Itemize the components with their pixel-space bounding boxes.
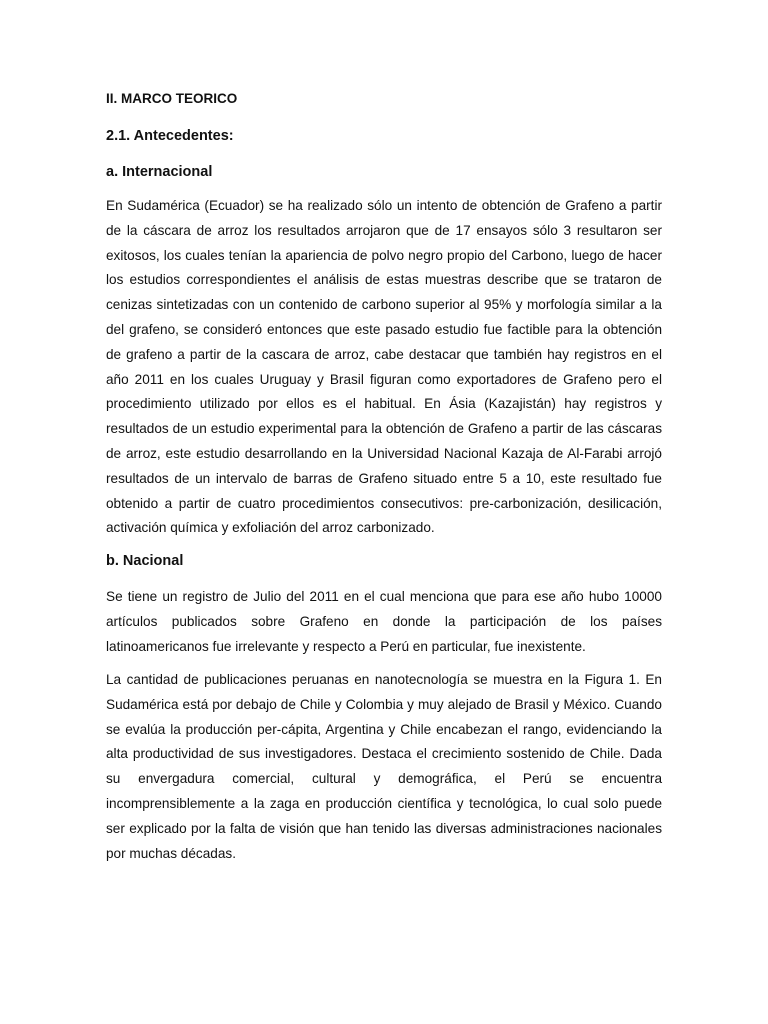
internacional-paragraph: En Sudamérica (Ecuador) se ha realizado sólo un intento de obtención de Grafeno a partir de la cáscara de arroz los resultados arrojaron que de 17 ensayos sólo 3 resultaron ser exitosos, los cuales tenían la apariencia de polvo negro propio del Carbono, luego de hacer los estudios correspondientes el análisis de estas muestras describe que se trataron de cenizas sintetizadas con un contenido de carbono superior al 95% y morfología similar a la del grafeno, se consideró entonces que este pasado estudio fue factible para la obtención de grafeno a partir de la cascara de arroz, cabe destacar que también hay registros en el año 2011 en los cuales Uruguay y Brasil figuran como exportadores de Grafeno pero el procedimiento utilizado por ellos es el habitual. En Ásia (Kazajistán) hay registros y resultados de un estudio experimental para la obtención de Grafeno a partir de las cáscaras de arroz, este estudio desarrollando en la Universidad Nacional Kazaja de Al-Farabi arrojó resultados de un intervalo de barras de Grafeno situado entre 5 a 10, este resultado fue obtenido a partir de cuatro procedimientos consecutivos: pre-carbonización, desilicación, activación química y exfoliación del arroz carbonizado. xyxy=(106,198,662,536)
internacional-heading: a. Internacional xyxy=(106,164,213,180)
subsection-title: 2.1. Antecedentes: xyxy=(106,128,234,144)
nacional-heading: b. Nacional xyxy=(106,553,184,569)
nacional-paragraph-2: La cantidad de publicaciones peruanas en nanotecnología se muestra en la Figura 1. En Sudamérica está por debajo de Chile y Colombia y muy alejado de Brasil y México. Cuando se evalúa la producción per-cápita, Argentina y Chile encabezan el rango, evidenciando la alta productividad de sus investigadores. Destaca el crecimiento sostenido de Chile. Dada su envergadura comercial, cultural y demográfica, el Perú se encuentra incomprensiblemente a la zaga en producción científica y tecnológica, lo cual solo puede ser explicado por la falta de visión que han tenido las diversas administraciones nacionales por muchas décadas. xyxy=(106,672,662,861)
nacional-paragraph-1: Se tiene un registro de Julio del 2011 en el cual menciona que para ese año hubo 10000 artículos publicados sobre Grafeno en donde la participación de los países latinoamericanos fue irrelevante y respecto a Perú en particular, fue inexistente. xyxy=(106,589,662,654)
section-title: II. MARCO TEORICO xyxy=(106,91,238,106)
